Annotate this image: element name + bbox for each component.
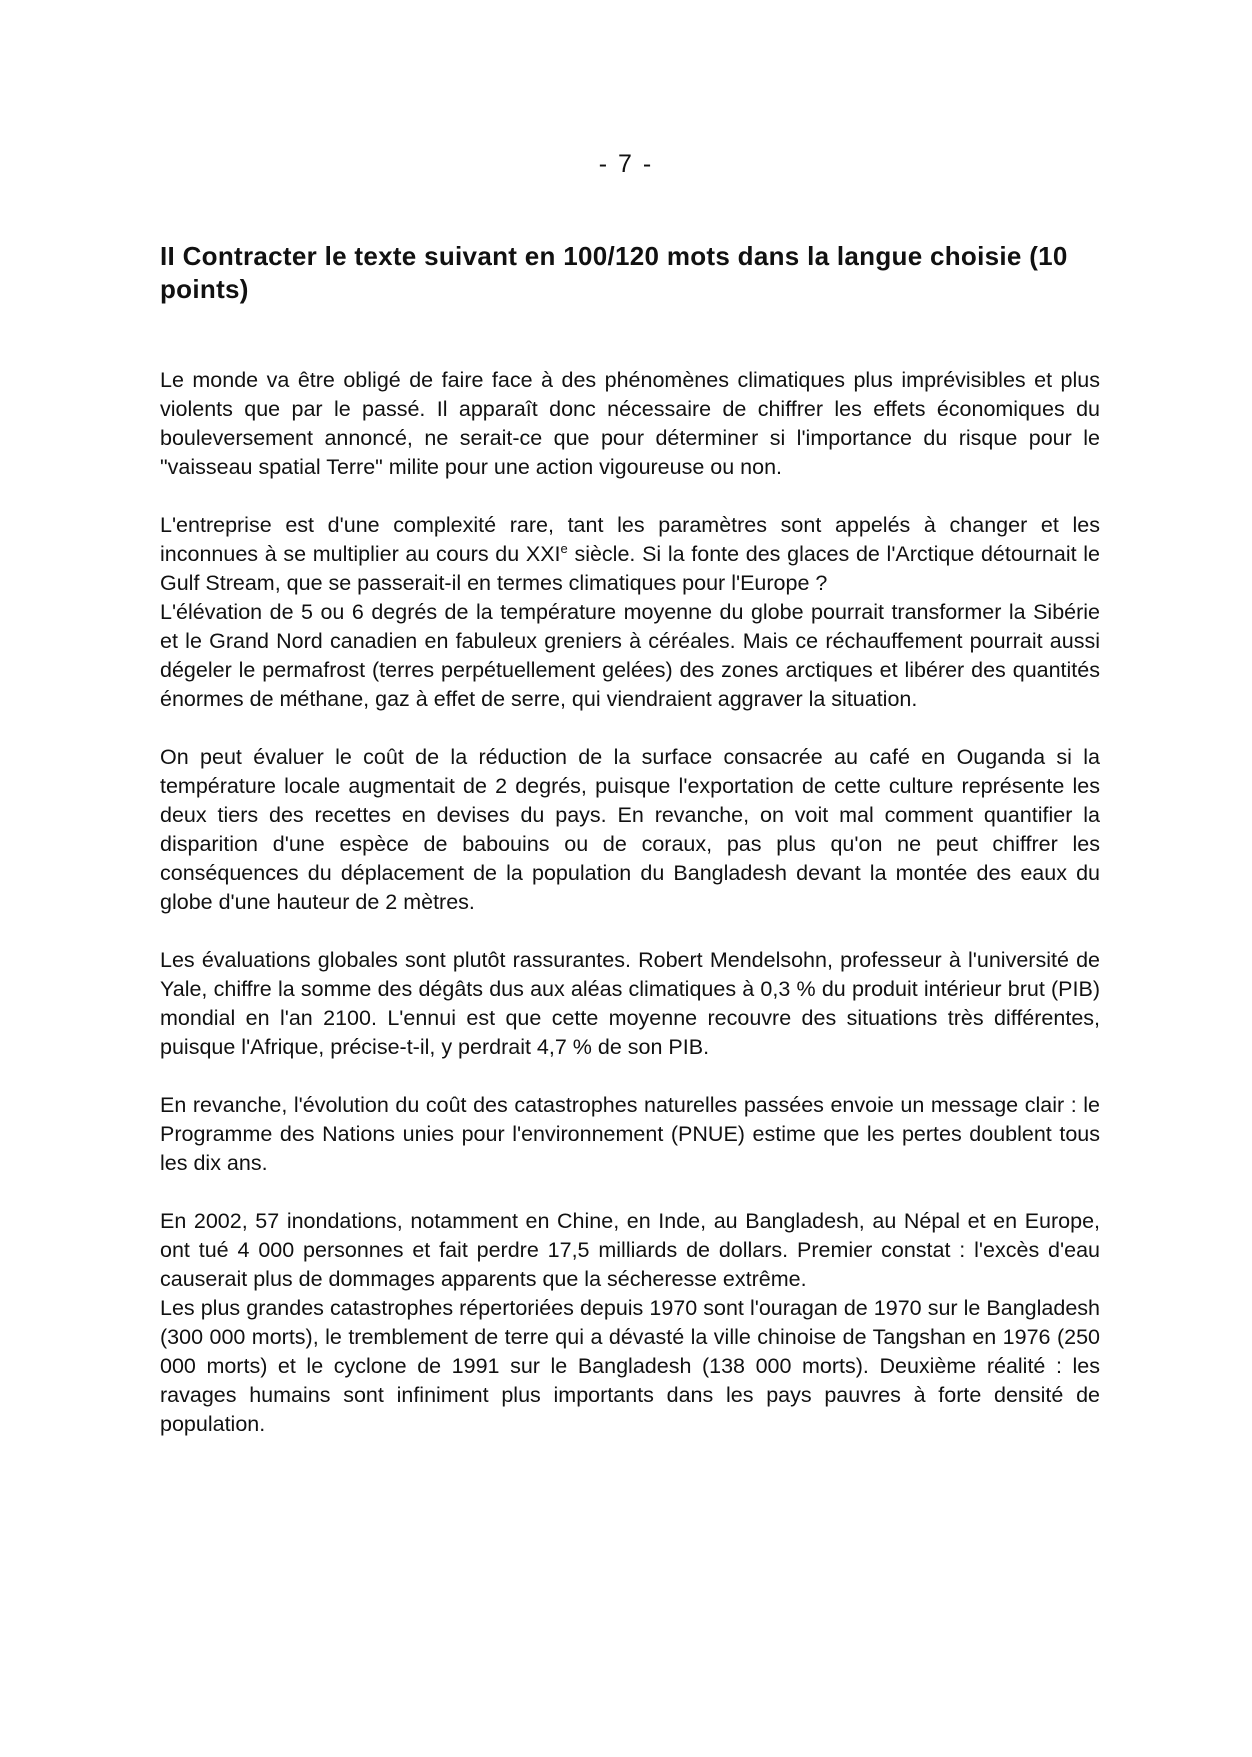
paragraph-8: Les plus grandes catastrophes répertoriées depuis 1970 sont l'ouragan de 1970 sur le Bangladesh (300 000 morts), le tremblement de terre qui a dévasté la ville chinoise de Tangshan en 1976 (250 000 morts) et le cyclone de 1991 sur le Bangladesh (138 000 morts). Deuxième réalité : les ravages humains sont infiniment plus importants dans les pays pauvres à forte densité de population. (160, 1296, 1100, 1436)
paragraph-6: En revanche, l'évolution du coût des catastrophes naturelles passées envoie un message clair : le Programme des Nations unies pour l'environnement (PNUE) estime que les pertes doublent tous les dix ans. (160, 1093, 1100, 1175)
paragraph-3: L'élévation de 5 ou 6 degrés de la température moyenne du globe pourrait transformer la Sibérie et le Grand Nord canadien en fabuleux greniers à céréales. Mais ce réchauffement pourrait aussi dégeler le permafrost (terres perpétuellement gelées) des zones arctiques et libérer des quantités énormes de méthane, gaz à effet de serre, qui viendraient aggraver la situation. (160, 600, 1100, 711)
body-text (160, 366, 1100, 1439)
paragraph-2 (160, 511, 1100, 598)
paragraph-4: On peut évaluer le coût de la réduction de la surface consacrée au café en Ouganda si la température locale augmentait de 2 degrés, puisque l'exportation de cette culture représente les deux tiers des recettes en devises du pays. En revanche, on voit mal comment quantifier la disparition d'une espèce de babouins ou de coraux, pas plus qu'on ne peut chiffrer les conséquences du déplacement de la population du Bangladesh devant la montée des eaux du globe d'une hauteur de 2 mètres. (160, 745, 1100, 914)
paragraph-1: Le monde va être obligé de faire face à des phénomènes climatiques plus imprévisibles et plus violents que par le passé. Il apparaît donc nécessaire de chiffrer les effets économiques du bouleversement annoncé, ne serait-ce que pour déterminer si l'importance du risque pour le "vaisseau spatial Terre" milite pour une action vigoureuse ou non. (160, 368, 1100, 479)
exercise-heading: II Contracter le texte suivant en 100/120 mots dans la langue choisie (10 points) (160, 241, 1068, 304)
paragraph-2-text-start: L'entreprise est d'une complexité rare, tant les paramètres sont appelés à changer et les inconnues à se multiplier au cours du XXI (160, 513, 1100, 566)
paragraph-7: En 2002, 57 inondations, notamment en Chine, en Inde, au Bangladesh, au Népal et en Europe, ont tué 4 000 personnes et fait perdre 17,5 milliards de dollars. Premier constat : l'excès d'eau causerait plus de dommages apparents que la sécheresse extrême. (160, 1209, 1100, 1291)
page-number: - 7 - (598, 150, 654, 178)
century-superscript: e (560, 540, 568, 556)
paragraph-2-text-end: siècle. Si la fonte des glaces de l'Arctique détournait le Gulf Stream, que se passerait-il en termes climatiques pour l'Europe ? (160, 542, 1101, 595)
paragraph-5: Les évaluations globales sont plutôt rassurantes. Robert Mendelsohn, professeur à l'université de Yale, chiffre la somme des dégâts dus aux aléas climatiques à 0,3 % du produit intérieur brut (PIB) mondial en l'an 2100. L'ennui est que cette moyenne recouvre des situations très différentes, puisque l'Afrique, précise-t-il, y perdrait 4,7 % de son PIB. (160, 948, 1100, 1059)
